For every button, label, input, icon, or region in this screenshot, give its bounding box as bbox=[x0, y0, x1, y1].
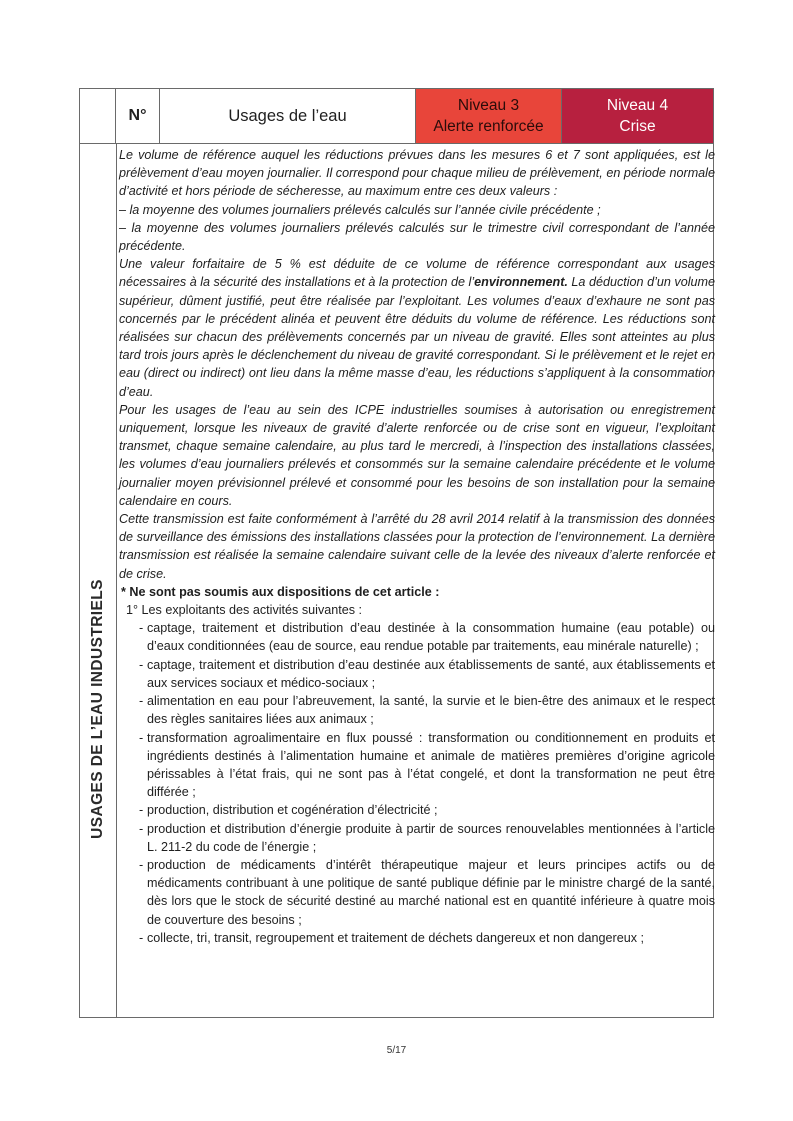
reference-volume-paragraph: Le volume de référence auquel les réductions prévues dans les mesures 6 et 7 sont appliquées, est le prélèvement d’eau moyen journalier. Il correspond pour chaque milieu de prélèvement, en période normale d’activité et hors période de sécheresse, au maximum entre ces deux valeurs : bbox=[119, 148, 715, 199]
exemption-item: - transformation agroalimentaire en flux poussé : transformation ou conditionnement en produits et ingrédients destinés à l’alimentation humaine et animale de matières premières d’origine agricole périssables à l’état frais, qui ne sont pas à l’état congelé, et dont la transformation ne peut être différée ; bbox=[119, 729, 715, 802]
level-4-title: Niveau 4 bbox=[606, 97, 669, 114]
header-number: N° bbox=[116, 89, 160, 143]
deduction-text-end: La déduction d’un volume supérieur, dûment justifié, peut être réalisée par l’exploitant. Les volumes d’eaux d’exhaure ne sont pas concernés par le précédent alinéa et peuvent être déduits du volume de référence. Les réductions sont réalisées sur chacun des prélèvements concernés par un niveau de gravité. Elles sont atteintes au plus tard trois jours après le déclenchement du niveau de gravité correspondant. Si le prélèvement et le rejet en eau (direct ou indirect) ont lieu dans la même masse d’eau, les réductions s’appliquent à la consommation d’eau. bbox=[119, 275, 716, 399]
transmission-paragraph: Pour les usages de l’eau au sein des ICPE industrielles soumises à autorisation ou enregistrement uniquement, lorsque les niveaux de gravité d’alerte renforcée ou de crise sont en vigueur, l’exploitant transmet, chaque semaine calendaire, au plus tard le mercredi, à l’inspection des installations classées, les volumes d’eau journaliers prélevés et consommés sur la semaine calendaire précédente et le volume journalier moyen prévisionnel prélevé et consommé pour les besoins de son installation pour la semaine calendaire en cours. bbox=[119, 402, 715, 508]
exemption-item: - captage, traitement et distribution d’eau destinée aux établissements de santé, aux établissements et aux services sociaux et médico-sociaux ; bbox=[119, 656, 715, 692]
exemption-intro: 1° Les exploitants des activités suivantes : bbox=[126, 603, 363, 618]
exemption-item: - captage, traitement et distribution d’eau destinée à la consommation humaine (eau potable) ou d’eaux conditionnées (eau de source, eau rendue potable par traitements, eau minérale naturelle) ; bbox=[119, 619, 715, 655]
deduction-paragraph bbox=[119, 255, 715, 401]
exemption-item: - alimentation en eau pour l’abreuvement, la santé, la survie et le bien-être des animaux et le respect des règles sanitaires liées aux animaux ; bbox=[119, 692, 715, 728]
usage-description bbox=[119, 146, 715, 947]
exemption-heading: * Ne sont pas soumis aux dispositions de cet article : bbox=[121, 584, 440, 599]
category-label: USAGES DE L’EAU INDUSTRIELS bbox=[89, 579, 106, 839]
level-4-subtitle: Crise bbox=[619, 118, 656, 135]
restriction-table bbox=[79, 88, 714, 1018]
deduction-text-start: Une valeur forfaitaire de 5 % est déduite de ce volume de référence correspondant aux usages nécessaires à la sécurité des installations et à la protection de l’ bbox=[119, 257, 715, 290]
header-usage: Usages de l’eau bbox=[160, 89, 416, 143]
level-3-subtitle: Alerte renforcée bbox=[433, 118, 544, 135]
exemption-item: - production et distribution d’énergie produite à partir de sources renouvelables mentionnées à l’article L. 211-2 du code de l’énergie ; bbox=[119, 820, 715, 856]
exemption-item: - collecte, tri, transit, regroupement et traitement de déchets dangereux et non dangereux ; bbox=[119, 929, 715, 947]
header-level-3 bbox=[416, 89, 562, 143]
page-number: 5/17 bbox=[386, 1045, 407, 1056]
deduction-text-bold: environnement. bbox=[474, 275, 568, 290]
header-level-4 bbox=[562, 89, 713, 143]
reference-volume-item-1: – la moyenne des volumes journaliers prélevés calculés sur l’année civile précédente ; bbox=[119, 202, 601, 217]
transmission-regulation-paragraph: Cette transmission est faite conformément à l’arrêté du 28 avril 2014 relatif à la transmission des données de surveillance des émissions des installations classées pour la protection de l’environnement. La dernière transmission est réalisée la semaine calendaire suivant celle de la levée des niveaux d’alerte renforcée et de crise. bbox=[119, 512, 715, 581]
exemption-item: - production de médicaments d’intérêt thérapeutique majeur et leurs principes actifs ou de médicaments contribuant à une politique de santé publique définie par le ministre chargé de la santé, dès lors que le stock de sécurité destiné au marché national est en quantité inférieure à quatre mois de couverture des besoins ; bbox=[119, 856, 715, 929]
reference-volume-item-2: – la moyenne des volumes journaliers prélevés calculés sur le trimestre civil correspondant de l’année précédente. bbox=[119, 220, 715, 254]
header-blank-cell bbox=[80, 89, 116, 143]
exemption-item: - production, distribution et cogénération d’électricité ; bbox=[119, 801, 715, 819]
category-column bbox=[80, 143, 117, 1017]
table-header bbox=[80, 89, 713, 144]
level-3-title: Niveau 3 bbox=[457, 97, 520, 114]
